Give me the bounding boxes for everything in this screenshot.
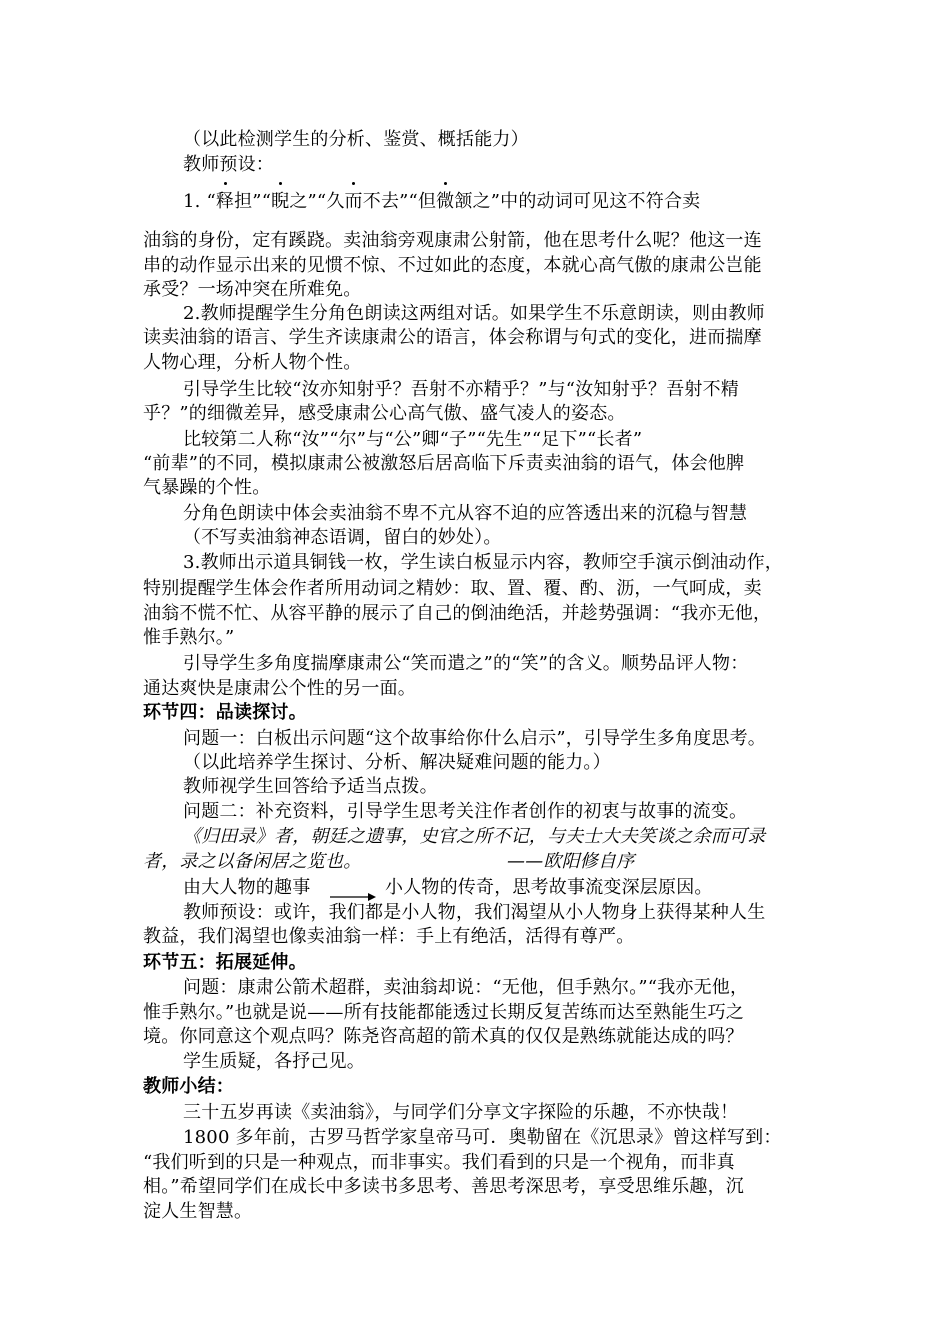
paragraph-line [183,800,747,824]
paragraph-line [143,1151,735,1175]
paragraph-line [143,1175,744,1199]
text-run: 油翁不慌不忙、从容平静的展示了自己的倒油绝活，并趁势强调：“我亦无他， [143,603,772,624]
text-run: 3.教师出示道具铜钱一枚，学生读白板显示内容，教师空手演示倒油动作， [183,552,783,573]
paragraph-line [143,577,762,601]
text-run: 教师视学生回答给予适当点拨。 [183,776,438,797]
paragraph-line [183,502,747,526]
text-run: 1800 多年前，古罗马哲学家皇帝马可．奥勒留在《沉思录》曾这样写到： [183,1127,782,1148]
text-run: 问题二：补充资料，引导学生思考关注作者创作的初衷与故事的流变。 [183,801,748,822]
text-run: 串的动作显示出来的见惯不惊、不过如此的态度，本就心高气傲的康肃公岂能 [143,255,762,276]
paragraph-line [183,876,310,900]
text-run: 分角色朗读中体会卖油翁不卑不亢从容不迫的应答透出来的沉稳与智慧 [183,503,748,524]
text-run: （以此培养学生探讨、分析、解决疑难问题的能力。） [183,752,611,773]
paragraph-line [183,652,748,676]
section-heading [143,951,307,975]
paragraph-line [183,428,642,452]
paragraph-line [143,476,270,500]
text-run: 环节五：拓展延伸。 [143,952,307,973]
text-run: 惟手熟尔。” [143,627,235,648]
text-run: 引导学生比较“汝亦知射乎？吾射不亦精乎？”与“汝知射乎？吾射不精 [183,379,740,400]
paragraph-line [143,402,626,426]
text-run: 三十五岁再读《卖油翁》，与同学们分享文字探险的乐趣，不亦快哉！ [183,1102,739,1123]
paragraph-line [183,976,748,1000]
text-run: 油翁的身份，定有蹊跷。卖油翁旁观康肃公射箭，他在思考什么呢？他这一连 [143,230,762,251]
text-run: 教师小结： [143,1076,234,1097]
section-heading [143,701,307,725]
text-run: 淀人生智慧。 [143,1201,253,1222]
paragraph-line [143,626,234,650]
paragraph-line [183,901,765,925]
paragraph-line [143,229,762,253]
paragraph-line [143,326,762,350]
paragraph-line [183,751,611,775]
text-run: 问题一：白板出示问题“这个故事给你什么启示”，引导学生多角度思考。 [183,728,767,749]
text-run: 不去”“但 [362,191,437,212]
text-run: 比较第二人称“汝”“尔”与“公”卿“子”“先生”“足下”“长者” [183,429,643,450]
section-heading [143,1075,234,1099]
paragraph-line [183,727,766,751]
paragraph-line-emphasis [183,190,700,214]
text-run: “前辈”的不同，模拟康肃公被激怒后居高临下斥责卖油翁的语气，体会他脾 [143,453,745,474]
text-run: 学生质疑，各抒己见。 [183,1051,365,1072]
quoted-passage [143,850,361,874]
paragraph-line [143,1200,252,1224]
text-run: 之”“久 [289,191,345,212]
text-run: 乎？”的细微差异，感受康肃公心高气傲、盛气凌人的姿态。 [143,403,626,424]
text-run: 小人物的传奇，思考故事流变深层原因。 [385,877,713,898]
text-run: “我们听到的只是一种观点，而非事实。我们看到的只是一个视角，而非真 [143,1152,735,1173]
text-run: 颔之”中的动词可见这不符合卖 [454,191,701,212]
text-run: 环节四：品读探讨。 [143,702,307,723]
text-run: 由大人物的趣事 [183,877,311,898]
emphasis-dot-char: 微 [436,191,455,212]
arrow-right-icon [330,891,376,901]
emphasis-dot-char: 释 [215,191,235,212]
paragraph-line [143,677,416,701]
text-run: 相。”希望同学们在成长中多读书多思考、善思考深思考，享受思维乐趣，沉 [143,1176,744,1197]
quote-attribution [507,850,634,874]
text-run: 教益，我们渴望也像卖油翁一样：手上有绝活，活得有尊严。 [143,926,635,947]
paragraph-line [183,302,765,326]
text-run: 引导学生多角度揣摩康肃公“笑而遣之”的“笑”的含义。顺势品评人物： [183,653,749,674]
quoted-passage [183,825,765,849]
text-run: 担”“ [234,191,272,212]
paragraph-line [143,351,361,375]
paragraph-line [143,602,771,626]
text-run: 惟手熟尔。”也就是说——所有技能都能透过长期反复苦练而达至熟能生巧之 [143,1002,744,1023]
text-run: 者，录之以备闲居之览也。 [143,851,362,872]
text-run: 问题：康肃公箭术超群，卖油翁却说：“无他，但手熟尔。”“我亦无他， [183,977,749,998]
text-run: 通达爽快是康肃公个性的另一面。 [143,678,416,699]
text-run: 气暴躁的个性。 [143,477,271,498]
paragraph-line [183,526,502,550]
paragraph-line [183,378,739,402]
paragraph-line [143,1001,744,1025]
emphasis-dot-char: 而 [344,191,363,212]
text-run: 特别提醒学生体会作者所用动词之精妙：取、置、覆、酌、沥，一气呵成，卖 [143,578,762,599]
paragraph-line [183,551,783,575]
paragraph-line [385,876,713,900]
paragraph-line [143,278,361,302]
text-run: 境。你同意这个观点吗？陈尧咨高超的箭术真的仅仅是熟练就能达成的吗？ [143,1026,744,1047]
paragraph-line [183,1101,738,1125]
paragraph-line [183,1126,782,1150]
text-run: 1. “ [183,191,216,212]
text-run: （以此检测学生的分析、鉴赏、概括能力） [183,129,529,150]
text-run: 人物心理，分析人物个性。 [143,352,362,373]
text-run: 教师预设：或许，我们都是小人物，我们渴望从小人物身上获得某种人生 [183,902,766,923]
text-run: ——欧阳修自序 [507,851,635,872]
paragraph-line [183,153,274,177]
paragraph-line [143,254,762,278]
text-run: 2.教师提醒学生分角色朗读这两组对话。如果学生不乐意朗读，则由教师 [183,303,765,324]
paragraph-line [143,1025,744,1049]
text-run: 读卖油翁的语言、学生齐读康肃公的语言，体会称谓与句式的变化，进而揣摩 [143,327,762,348]
text-run: （不写卖油翁神态语调，留白的妙处）。 [183,527,502,548]
paragraph-line [143,925,634,949]
emphasis-dot-char: 睨 [271,191,290,212]
text-run: 教师预设： [183,154,274,175]
paragraph-line [183,775,438,799]
text-run: 《归田录》者，朝廷之遗事，史官之所不记，与夫士大夫笑谈之余而可录 [183,826,766,847]
text-run: 承受？一场冲突在所难免。 [143,279,362,300]
paragraph-line [143,452,744,476]
paragraph-line [183,128,529,152]
paragraph-line [183,1050,365,1074]
